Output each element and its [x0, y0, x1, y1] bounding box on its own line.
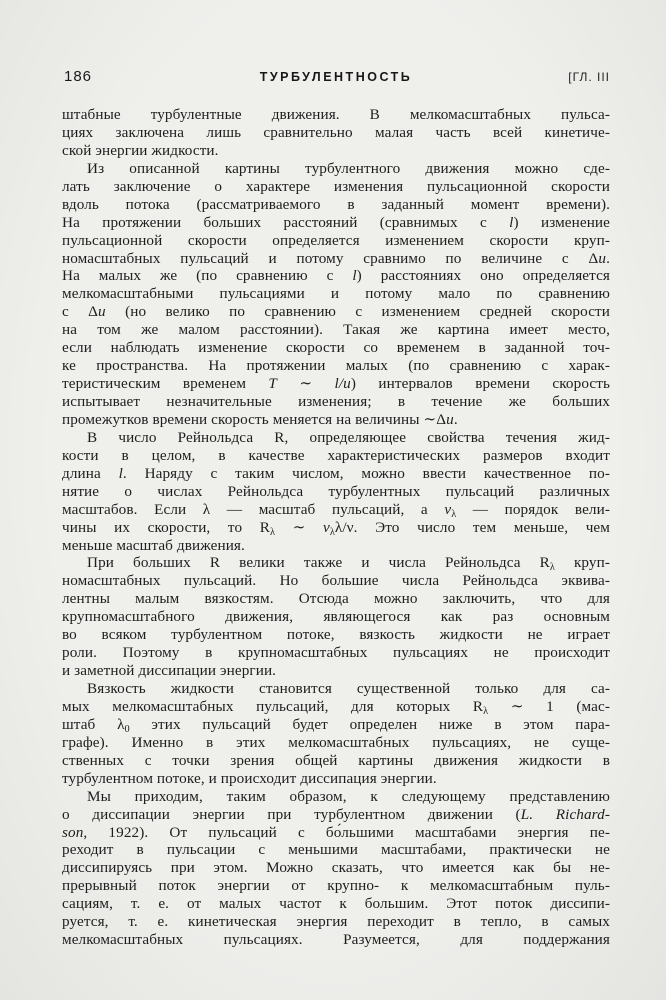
text-line: На малых же (по сравнению с l) расстояниях оно определяется [62, 267, 610, 285]
page-body [62, 106, 610, 949]
text-line: циях заключена лишь сравнительно малая часть всей кинетиче- [62, 123, 610, 141]
text-line: В число Рейнольдса R, определяющее свойства течения жид- [87, 428, 610, 446]
text-line: меньше масштаб движения. [62, 536, 245, 554]
text-line: если наблюдать изменение скорости со временем в заданной точ- [62, 339, 610, 357]
text-line: Вязкость жидкости становится существенной только для са- [87, 680, 610, 697]
text-line: Из описанной картины турбулентного движения можно сде- [87, 159, 610, 177]
text-line: руется, т. е. кинетическая энергия переходит в тепло, в самых [62, 913, 610, 931]
text-line: нятие о числах Рейнольдса турбулентных пульсаций различных [62, 482, 610, 500]
text-line: во всяком турбулентном потоке, вязкость жидкости не играет [62, 626, 610, 644]
text-line: масштабов. Если λ — масштаб пульсаций, а $v_\lambda$ — порядок вели- [62, 500, 610, 520]
text-line: испытывает незначительные изменения; в течение же больших [62, 393, 610, 410]
paragraph [62, 788, 610, 949]
paragraph [62, 554, 610, 680]
running-title: ТУРБУЛЕНТНОСТЬ [259, 70, 413, 84]
text-line: штабные турбулентные движения. В мелкомасштабных пульса- [62, 106, 610, 123]
text-line: реходит в пульсации с меньшими масштабами, практически не [62, 841, 610, 859]
running-head [62, 68, 610, 86]
text-line: Мы приходим, таким образом, к следующему представлению [87, 787, 610, 805]
text-line: прерывный поток энергии от крупно- к мелкомасштабным пуль- [62, 877, 610, 895]
text-line: номасштабных пульсаций и потому сравнимо по величине с Δu. [62, 249, 610, 267]
text-line: турбулентном потоке, и происходит диссипация энергии. [62, 769, 437, 787]
paragraph [62, 106, 610, 160]
text-line: вдоль потока (рассматриваемого в заданный момент времени). [62, 195, 610, 213]
text-line: крупномасштабного движения, являющегося как раз основным [62, 608, 610, 626]
text-line: о диссипации энергии при турбулентном движении (L. Richard- [62, 805, 610, 823]
text-line: теристическим временем T ∼ l/u) интервалов времени скорость [62, 375, 610, 393]
text-line: диссипируясь при этом. Можно сказать, что имеется как бы не- [62, 859, 610, 877]
text-line: длина l. Наряду с таким числом, можно ввести качественное по- [62, 464, 610, 482]
text-line: При больших R велики также и числа Рейнольдса $R_\lambda$ круп- [87, 554, 610, 574]
text-line: графе). Именно в этих мелкомасштабных пульсациях, не суще- [62, 733, 610, 751]
text-line: son, 1922). От пульсаций с бо́льшими масштабами энергия пе- [62, 823, 610, 841]
text-line: на том же малом расстоянии). Такая же картина имеет место, [62, 321, 610, 339]
text-line: номасштабных пульсаций. Но большие числа Рейнольдса эквива- [62, 572, 610, 590]
paragraph [62, 429, 610, 555]
text-line: мелкомасштабных пульсациях. Разумеется, для поддержания [62, 931, 610, 949]
text-line: ской энергии жидкости. [62, 141, 219, 159]
text-line: кости в целом, в качестве характеристических размеров входит [62, 446, 610, 464]
text-line: и заметной диссипации энергии. [62, 662, 277, 680]
text-line: лентны малым вязкостям. Отсюда можно заключить, что для [62, 590, 610, 608]
page-number: 186 [64, 68, 93, 85]
text-line: ственных с точки зрения общей картины движения жидкости в [62, 751, 610, 769]
text-line: сациям, т. е. от малых частот к большим. Этот поток диссипи- [62, 895, 610, 913]
text-line: штаб $\lambda_0$ этих пульсаций будет определен ниже в этом пара- [62, 715, 610, 735]
text-line: мых мелкомасштабных пульсаций, для которых $R_\lambda$ ∼ 1 (мас- [62, 697, 610, 717]
text-line: с Δu (но велико по сравнению с изменением средней скорости [62, 303, 610, 321]
paragraph [62, 160, 610, 429]
text-line: промежутков времени скорость меняется на величины ∼Δu. [62, 410, 458, 428]
chapter-reference: [ГЛ. III [568, 70, 610, 84]
text-line: мелкомасштабными пульсациями и потому мало по сравнению [62, 285, 610, 303]
paragraph [62, 680, 610, 788]
text-line: ке пространства. На протяжении малых (по сравнению с харак- [62, 357, 610, 375]
text-line: чины их скорости, то $R_\lambda$ ∼ $v_\lambda\lambda/\nu$. Это число тем меньше, чем [62, 518, 610, 538]
text-line: пульсационной скорости определяется изменением скорости круп- [62, 231, 610, 249]
text-line: На протяжении больших расстояний (сравнимых с l) изменение [62, 213, 610, 231]
text-line: лать заключение о характере изменения пульсационной скорости [62, 177, 610, 195]
text-line: роли. Поэтому в крупномасштабных пульсациях не происходит [62, 644, 610, 662]
